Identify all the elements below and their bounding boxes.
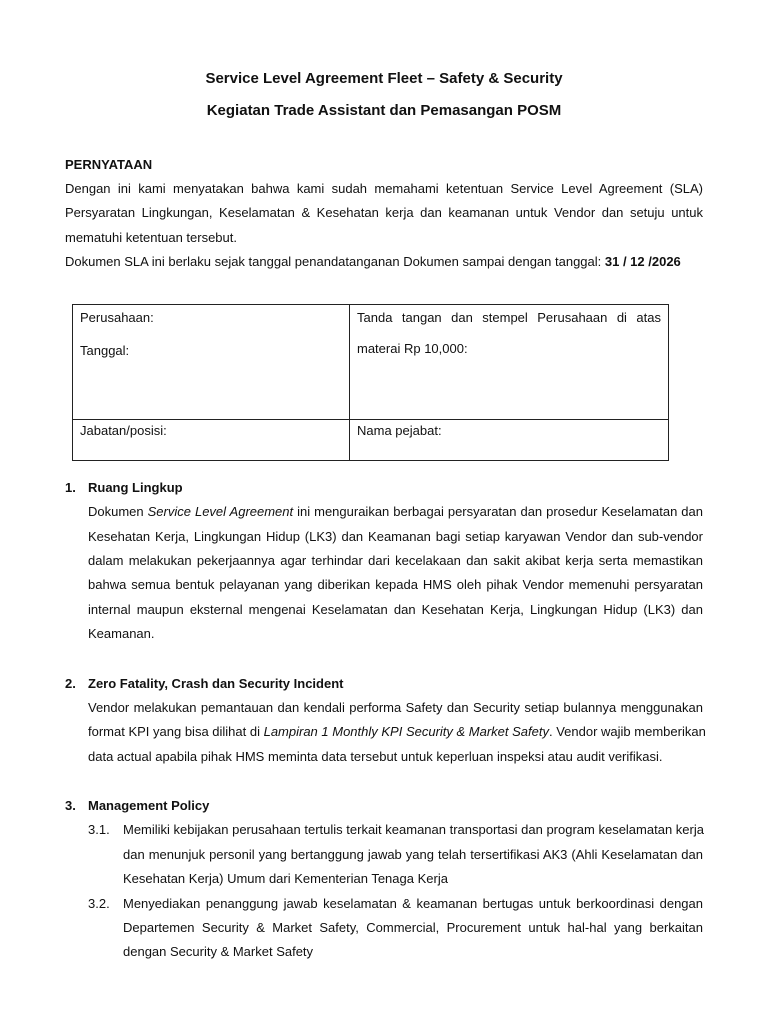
signature-table <box>72 304 669 461</box>
paragraph-line: dalam melakukan pekerjaannya agar terhindar dari kecelakaan dan sakit akibat kerja serta memastikan <box>88 553 703 568</box>
text-run: Dokumen <box>88 504 148 519</box>
validity-date: 31 / 12 /2026 <box>604 254 681 269</box>
subsection-line: Kesehatan Kerja) Umum dari Kementerian Tenaga Kerja <box>123 871 448 886</box>
date-label: Tanggal: <box>80 343 130 358</box>
validity-statement <box>65 250 703 274</box>
paragraph-line: internal maupun eksternal mengenai Keselamatan dan Kesehatan Kerja, Lingkungan Hidup (LK3) dan <box>88 602 703 617</box>
statement-line: Dengan ini kami menyatakan bahwa kami sudah memahami ketentuan Service Level Agreement (SLA) <box>65 181 703 196</box>
signature-stamp-cell <box>350 305 669 420</box>
position-label: Jabatan/posisi: <box>80 423 167 438</box>
paragraph-line: data actual apabila pihak HMS meminta data tersebut untuk keperluan inspeksi atau audit verifikasi. <box>88 749 663 764</box>
statement-line: mematuhi ketentuan tersebut. <box>65 230 237 245</box>
paragraph-line <box>88 720 706 744</box>
company-date-cell <box>73 305 350 420</box>
section-title: Management Policy <box>88 798 210 813</box>
subsection-line: dengan Security & Market Safety <box>123 944 314 959</box>
statement-heading: PERNYATAAN <box>65 157 153 172</box>
document-title: Service Level Agreement Fleet – Safety & Security <box>205 70 563 87</box>
section-number: 2. <box>65 676 76 691</box>
italic-reference: Lampiran 1 Monthly KPI Security & Market Safety <box>263 724 549 739</box>
signature-instruction: Tanda tangan dan stempel Perusahaan di atas <box>357 310 661 325</box>
text-run: . Vendor wajib memberikan <box>549 724 706 739</box>
subsection-line: Memiliki kebijakan perusahaan tertulis terkait keamanan transportasi dan program keselamatan kerja <box>123 822 704 837</box>
italic-term: Service Level Agreement <box>147 504 294 519</box>
section-title: Zero Fatality, Crash dan Security Incident <box>88 676 344 691</box>
subsection-number: 3.2. <box>88 896 110 911</box>
subsection-line: Departemen Security & Market Safety, Commercial, Procurement untuk hal-hal yang berkaitan <box>123 920 703 935</box>
section-title: Ruang Lingkup <box>88 480 183 495</box>
subsection-line: dan menunjuk personil yang bertanggung jawab yang telah tersertifikasi AK3 (Ahli Keselamatan dan <box>123 847 703 862</box>
subsection-number: 3.1. <box>88 822 110 837</box>
text-run: format KPI yang bisa dilihat di <box>88 724 264 739</box>
paragraph-line: Keamanan. <box>88 626 155 641</box>
subsection-line: Menyediakan penanggung jawab keselamatan & keamanan bertugas untuk berkoordinasi dengan <box>123 896 703 911</box>
paragraph-line: Vendor melakukan pemantauan dan kendali performa Safety dan Security setiap bulannya menggunakan <box>88 700 703 715</box>
official-name-cell <box>350 420 669 461</box>
paragraph-line <box>88 500 703 524</box>
position-cell <box>73 420 350 461</box>
validity-text: Dokumen SLA ini berlaku sejak tanggal penandatanganan Dokumen sampai dengan tanggal: <box>65 254 605 269</box>
official-name-label: Nama pejabat: <box>357 423 442 438</box>
paragraph-line: Kesehatan Kerja, Lingkungan Hidup (LK3) dan Keamanan bagi setiap karyawan Vendor dan sub-vendor <box>88 529 703 544</box>
statement-line: Persyaratan Lingkungan, Keselamatan & Kesehatan kerja dan keamanan untuk Vendor dan setuju untuk <box>65 205 703 220</box>
document-subtitle: Kegiatan Trade Assistant dan Pemasangan POSM <box>206 102 562 119</box>
stamp-duty-label: materai Rp 10,000: <box>357 341 468 356</box>
text-run: ini menguraikan berbagai persyaratan dan prosedur Keselamatan dan <box>293 504 704 519</box>
section-number: 3. <box>65 798 76 813</box>
section-number: 1. <box>65 480 76 495</box>
paragraph-line: bahwa semua bentuk pelayanan yang diberikan kepada HMS oleh pihak Vendor memenuhi persyaratan <box>88 577 703 592</box>
company-label: Perusahaan: <box>80 310 154 325</box>
